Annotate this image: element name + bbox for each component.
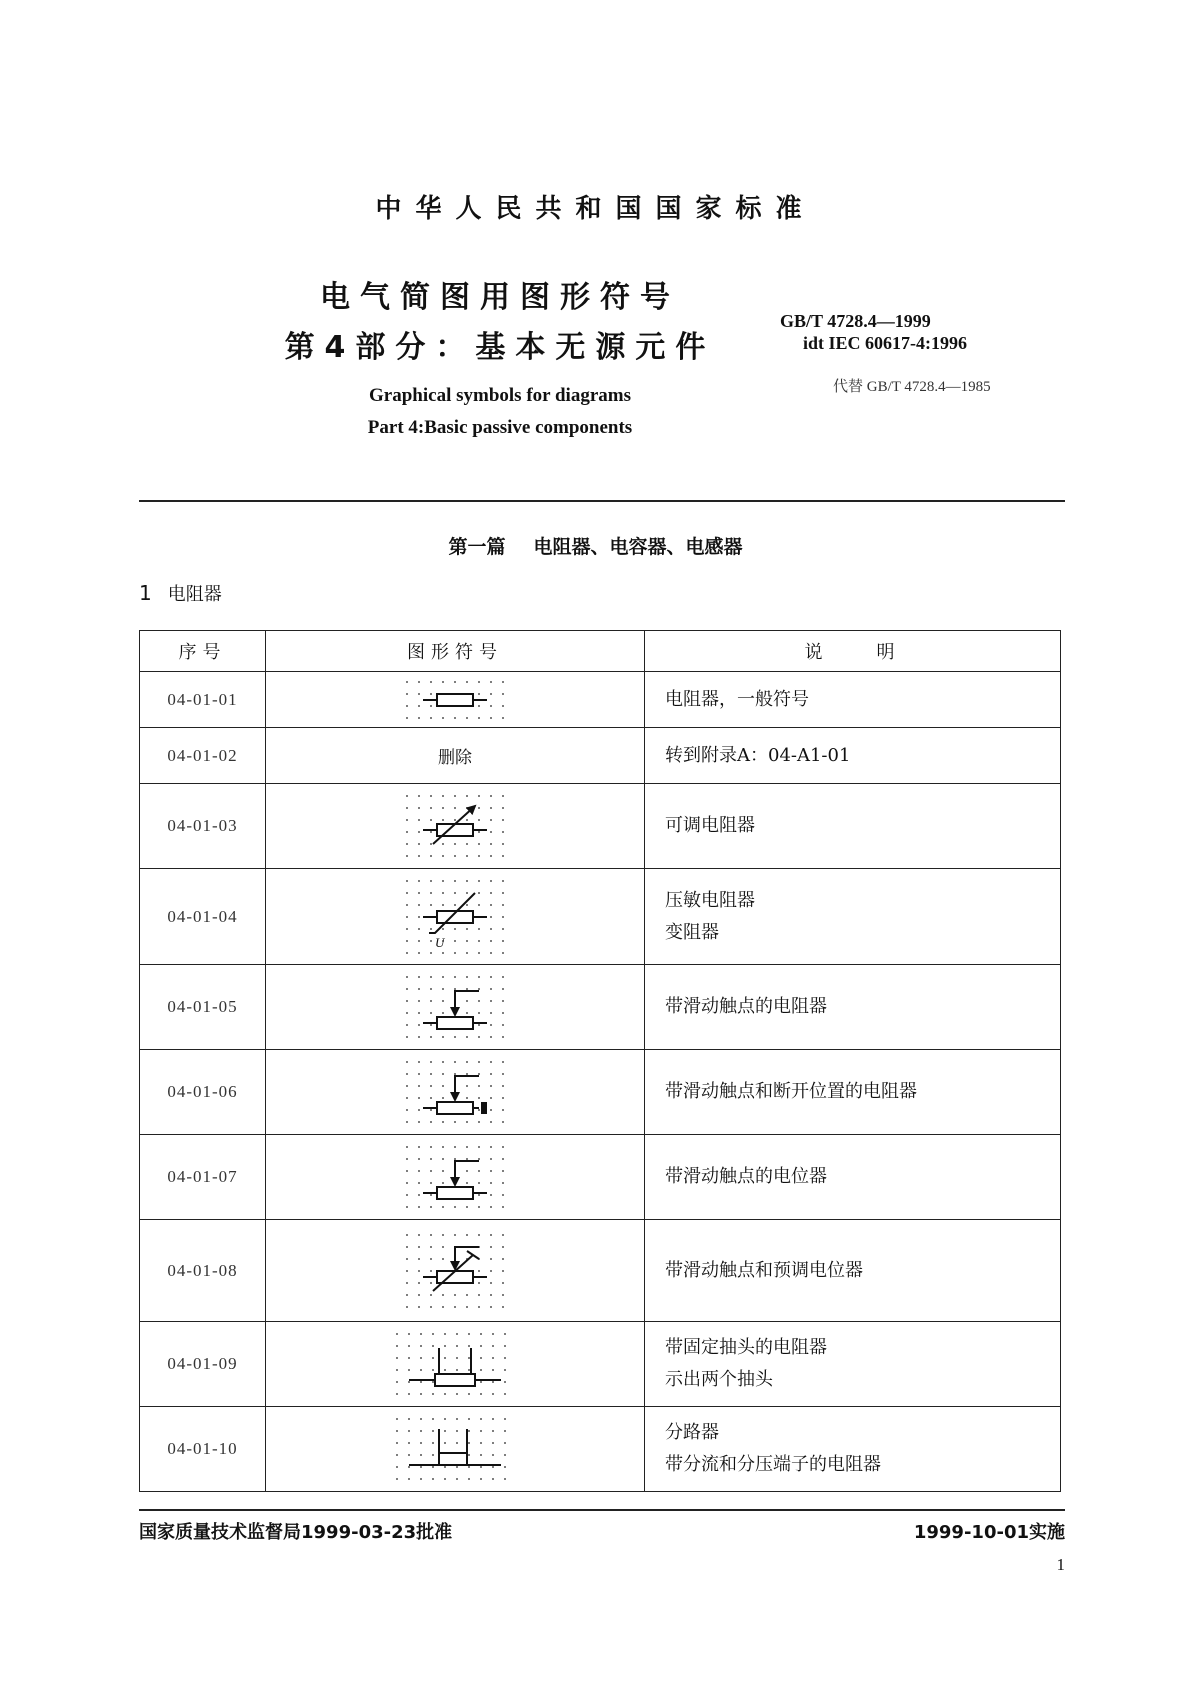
symbols-table <box>139 630 1061 1492</box>
header-no: 序号 <box>140 631 266 672</box>
resistor-symbol <box>405 680 505 720</box>
table-row <box>140 728 1061 784</box>
section-number: 1 <box>139 581 152 605</box>
footer-divider <box>139 1509 1065 1511</box>
row-number: 04-01-04 <box>140 869 266 965</box>
table-row <box>140 1220 1061 1322</box>
header-symbol: 图形符号 <box>266 631 645 672</box>
shunt-symbol <box>395 1417 515 1481</box>
replaces-reference: 代替 GB/T 4728.4—1985 <box>833 379 991 395</box>
table-row <box>140 672 1061 728</box>
table-row <box>140 1322 1061 1407</box>
standard-number: GB/T 4728.4—1999 <box>780 311 931 331</box>
row-number: 04-01-09 <box>140 1322 266 1407</box>
sliding-contact-resistor-symbol <box>405 975 505 1039</box>
table-row <box>140 1407 1061 1492</box>
table-row <box>140 784 1061 869</box>
table-row <box>140 869 1061 965</box>
section-heading <box>139 580 222 606</box>
title-zh-line2: 第4部分：基本无源元件 <box>284 330 716 365</box>
deleted-symbol-note: 删除 <box>266 728 645 784</box>
row-description: 分路器 <box>665 1422 719 1443</box>
section-title: 电阻器 <box>167 584 222 605</box>
row-description: 电阻器，一般符号 <box>665 688 809 710</box>
potentiometer-symbol <box>405 1145 505 1209</box>
title-en-line1: Graphical symbols for diagrams <box>369 385 631 406</box>
table-row <box>140 1050 1061 1135</box>
title-en-line2: Part 4:Basic passive components <box>367 417 633 438</box>
part-heading <box>0 532 1191 559</box>
header-divider <box>139 500 1065 502</box>
varistor-symbol <box>405 879 505 955</box>
header-description: 说 明 <box>645 631 1061 672</box>
row-description: 压敏电阻器 <box>665 889 755 911</box>
preset-potentiometer-symbol <box>405 1233 505 1309</box>
row-number: 04-01-08 <box>140 1220 266 1322</box>
tapped-resistor-symbol <box>395 1332 515 1396</box>
row-number: 04-01-02 <box>140 728 266 784</box>
page-number: 1 <box>1056 1555 1065 1574</box>
national-standard-heading: 中华人民共和国国家标准 <box>375 194 816 224</box>
row-description-line2: 示出两个抽头 <box>665 1369 773 1390</box>
row-description: 带滑动触点的电位器 <box>665 1166 827 1187</box>
row-number: 04-01-07 <box>140 1135 266 1220</box>
row-description: 带滑动触点和预调电位器 <box>665 1259 863 1281</box>
part-title: 电阻器、电容器、电感器 <box>533 536 743 558</box>
row-number: 04-01-06 <box>140 1050 266 1135</box>
idt-reference: idt IEC 60617-4:1996 <box>803 333 968 353</box>
variable-resistor-symbol <box>405 794 505 858</box>
row-number: 04-01-01 <box>140 672 266 728</box>
table-row <box>140 1135 1061 1220</box>
table-row <box>140 965 1061 1050</box>
row-number: 04-01-05 <box>140 965 266 1050</box>
implementation-date: 1999-10-01实施 <box>913 1522 1065 1543</box>
row-description: 带滑动触点和断开位置的电阻器 <box>665 1081 917 1102</box>
row-description: 带滑动触点的电阻器 <box>665 996 827 1017</box>
row-description-line2: 变阻器 <box>665 921 719 943</box>
row-description-line2: 带分流和分压端子的电阻器 <box>665 1454 881 1475</box>
part-label: 第一篇 <box>448 536 506 558</box>
row-number: 04-01-03 <box>140 784 266 869</box>
row-description: 可调电阻器 <box>665 815 755 836</box>
table-header-row <box>140 631 1061 672</box>
row-number: 04-01-10 <box>140 1407 266 1492</box>
row-description: 转到附录A：04-A1-01 <box>665 744 851 766</box>
approval-date: 国家质量技术监督局1999-03-23批准 <box>139 1522 453 1543</box>
title-zh-line1: 电气简图用图形符号 <box>320 280 680 315</box>
voltage-label: U <box>435 934 445 950</box>
row-description: 带固定抽头的电阻器 <box>665 1337 827 1358</box>
sliding-contact-off-resistor-symbol <box>405 1060 505 1124</box>
